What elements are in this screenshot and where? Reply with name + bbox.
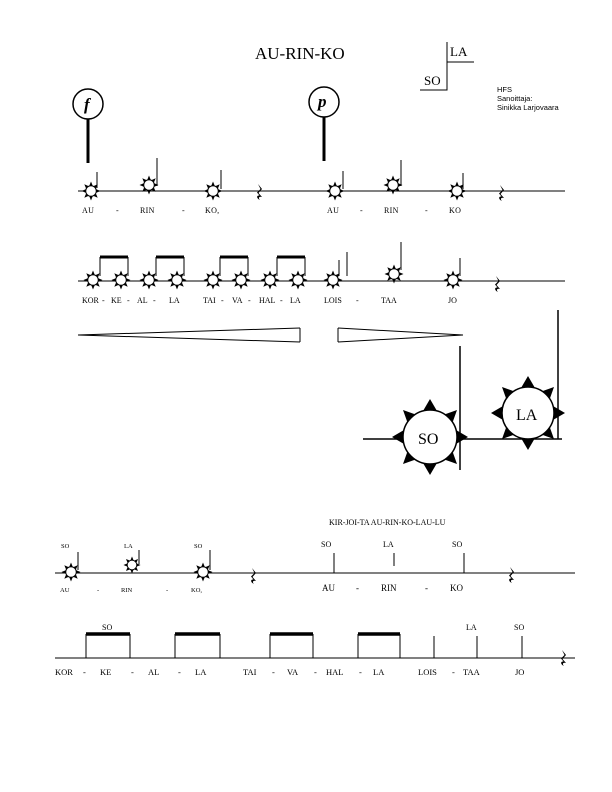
section-subtitle: KIR-JOI-TA AU-RIN-KO-LAU-LU (329, 518, 446, 527)
sun-note (140, 176, 159, 195)
pitch-label: LA (383, 540, 394, 549)
pitch-label: SO (102, 623, 113, 632)
row3-labels (61, 543, 203, 550)
lyric-syllable: HAL (326, 667, 344, 677)
row1-lyrics (82, 206, 461, 215)
credit-line-3: Sinikka Larjovaara (497, 103, 559, 112)
sun-note (204, 271, 223, 290)
lyric-syllable: KO (449, 206, 462, 215)
lyric-syllable: RIN (121, 587, 133, 594)
lyric-syllable: - (356, 583, 359, 593)
lyric-syllable: KOR (82, 296, 99, 305)
big-sun-la-label: LA (516, 407, 538, 424)
lyric-syllable: - (359, 667, 362, 677)
pitch-label: SO (321, 540, 332, 549)
lyric-syllable: - (360, 206, 363, 215)
lyric-syllable: - (356, 296, 359, 305)
lyric-syllable: - (83, 667, 86, 677)
lyric-syllable: - (102, 296, 105, 305)
row4-lyrics (55, 667, 524, 677)
pitch-label: LA (124, 543, 133, 550)
lyric-syllable: TAI (203, 296, 216, 305)
lyric-syllable: - (272, 667, 275, 677)
sun-note (261, 271, 280, 290)
row2-lyrics (82, 296, 457, 305)
sun-note (324, 271, 343, 290)
lyric-syllable: RIN (381, 583, 397, 593)
forte-marker (73, 89, 103, 163)
big-suns-diagram (363, 310, 565, 475)
rest-symbol (251, 568, 256, 584)
sun-note (194, 563, 213, 582)
lyric-syllable: - (131, 667, 134, 677)
credit-line-1: HFS (497, 85, 512, 94)
piano-symbol: p (318, 92, 327, 111)
page-title: AU-RIN-KO (255, 44, 345, 63)
row3-lyrics (60, 587, 202, 594)
staff-row-3 (55, 550, 575, 584)
lyric-syllable: - (127, 296, 130, 305)
lyric-syllable: JO (448, 296, 457, 305)
lyric-syllable: - (116, 206, 119, 215)
lyric-syllable: AL (137, 296, 148, 305)
lyric-syllable: AU (327, 206, 340, 215)
pitch-label: SO (194, 543, 203, 550)
lyric-syllable: JO (515, 667, 525, 677)
sun-note (326, 182, 345, 201)
rest-symbol (257, 184, 262, 200)
sun-note (384, 176, 403, 195)
lyric-syllable: LA (169, 296, 180, 305)
lyric-syllable: LA (195, 667, 207, 677)
sun-note (448, 182, 467, 201)
lyric-syllable: - (97, 587, 100, 594)
sun-note (82, 182, 101, 201)
piano-marker (309, 87, 339, 161)
crescendo-wedge (338, 328, 463, 342)
pitch-label: SO (514, 623, 525, 632)
pitch-label: SO (452, 540, 463, 549)
big-sun-so-label: SO (418, 431, 439, 448)
lyric-syllable: KO, (205, 206, 220, 215)
lyric-syllable: - (248, 296, 251, 305)
lyric-syllable: VA (287, 667, 299, 677)
lyric-syllable: - (425, 583, 428, 593)
credits (497, 85, 560, 112)
pitch-box (420, 42, 474, 90)
lyric-syllable: LOIS (418, 667, 437, 677)
rest-symbol (499, 185, 504, 201)
lyric-syllable: LOIS (324, 296, 342, 305)
lyric-syllable: KE (111, 296, 122, 305)
lyric-syllable: TAI (243, 667, 257, 677)
sun-note (84, 271, 103, 290)
rest-symbol (495, 276, 500, 292)
decrescendo-wedge (78, 328, 300, 342)
lyric-syllable: KO, (191, 587, 203, 594)
sun-note (289, 271, 308, 290)
staff-row-1 (78, 158, 565, 201)
rest-symbol (509, 567, 514, 583)
forte-symbol: f (84, 95, 90, 114)
lyric-syllable: AU (82, 206, 95, 215)
row3b-lyrics (322, 583, 463, 593)
lyric-syllable: TAA (463, 667, 480, 677)
pitch-label: LA (466, 623, 477, 632)
lyric-syllable: AU (60, 587, 70, 594)
lyric-syllable: LA (373, 667, 385, 677)
sun-note (232, 271, 251, 290)
lyric-syllable: TAA (381, 296, 397, 305)
pitch-box-low: SO (424, 73, 441, 88)
lyric-syllable: KOR (55, 667, 73, 677)
lyric-syllable: AU (322, 583, 335, 593)
lyric-syllable: - (314, 667, 317, 677)
lyric-syllable: HAL (259, 296, 276, 305)
lyric-syllable: - (221, 296, 224, 305)
lyric-syllable: KE (100, 667, 112, 677)
lyric-syllable: RIN (384, 206, 399, 215)
lyric-syllable: VA (232, 296, 243, 305)
sun-note (168, 271, 187, 290)
sun-note (62, 563, 81, 582)
lyric-syllable: - (166, 587, 169, 594)
lyric-syllable: LA (290, 296, 301, 305)
row4-labels (102, 623, 524, 632)
sun-note (385, 265, 404, 284)
sun-note (123, 556, 140, 573)
sun-note (204, 182, 223, 201)
lyric-syllable: - (425, 206, 428, 215)
lyric-syllable: - (280, 296, 283, 305)
credit-line-2: Sanoittaja: (497, 94, 533, 103)
lyric-syllable: RIN (140, 206, 155, 215)
sun-note (112, 271, 131, 290)
lyric-syllable: - (178, 667, 181, 677)
row3b-labels (321, 540, 462, 549)
big-sun-so (392, 399, 468, 475)
sun-note (444, 271, 463, 290)
big-sun-la (491, 376, 565, 450)
lyric-syllable: - (452, 667, 455, 677)
lyric-syllable: - (182, 206, 185, 215)
sun-note (140, 271, 159, 290)
lyric-syllable: KO (450, 583, 463, 593)
pitch-label: SO (61, 543, 70, 550)
lyric-syllable: AL (148, 667, 160, 677)
lyric-syllable: - (153, 296, 156, 305)
pitch-box-high: LA (450, 44, 468, 59)
staff-row-2 (78, 242, 565, 292)
staff-row-4 (55, 634, 575, 666)
